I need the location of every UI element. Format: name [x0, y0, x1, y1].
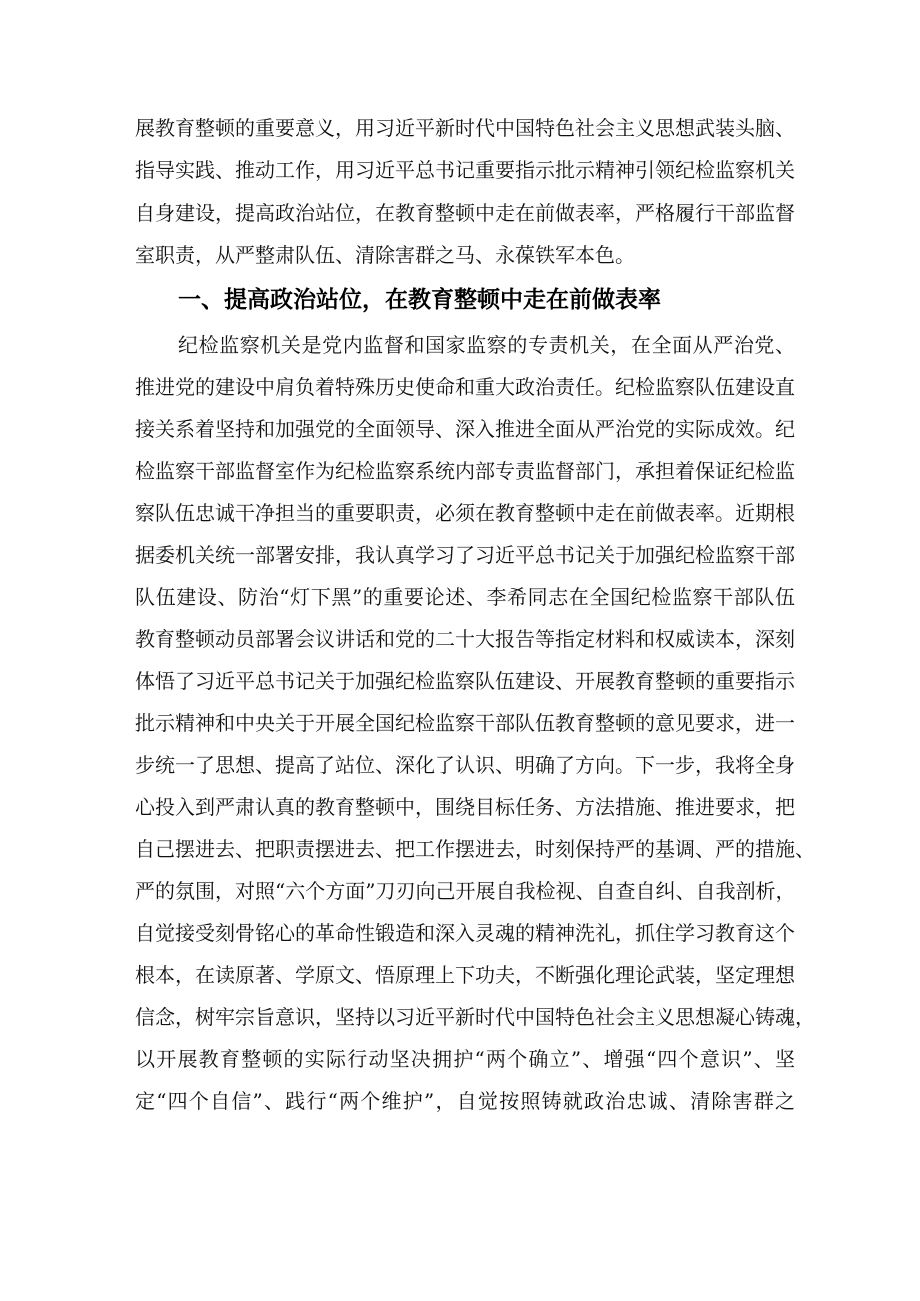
intro-line-4: 室职责，从严整肃队伍、清除害群之马、永葆铁军本色。	[135, 243, 635, 267]
body-line-19: 定“四个自信”、践行“两个维护”，自觉按照铸就政治忠诚、清除害群之	[135, 1089, 795, 1113]
body-line-6: 据委机关统一部署安排，我认真学习了习近平总书记关于加强纪检监察干部	[135, 543, 795, 567]
body-line-11: 步统一了思想、提高了站位、深化了认识、明确了方向。下一步，我将全身	[135, 753, 795, 777]
intro-line-1: 展教育整顿的重要意义，用习近平新时代中国特色社会主义思想武装头脑、	[135, 116, 795, 140]
body-line-16: 根本，在读原著、学原文、悟原理上下功夫，不断强化理论武装，坚定理想	[135, 963, 795, 987]
body-line-5: 察队伍忠诚干净担当的重要职责，必须在教育整顿中走在前做表率。近期根	[135, 501, 795, 525]
body-line-4: 检监察干部监督室作为纪检监察系统内部专责监督部门，承担着保证纪检监	[135, 459, 795, 483]
body-line-2: 推进党的建设中肩负着特殊历史使命和重大政治责任。纪检监察队伍建设直	[135, 375, 795, 399]
section-heading: 一、提高政治站位，在教育整顿中走在前做表率	[178, 287, 661, 313]
body-line-1: 纪检监察机关是党内监督和国家监察的专责机关，在全面从严治党、	[178, 333, 795, 357]
body-line-3: 接关系着坚持和加强党的全面领导、深入推进全面从严治党的实际成效。纪	[135, 417, 795, 441]
body-line-14: 严的氛围，对照“六个方面”刀刃向己开展自我检视、自查自纠、自我剖析，	[135, 879, 796, 903]
body-line-15: 自觉接受刻骨铭心的革命性锻造和深入灵魂的精神洗礼，抓住学习教育这个	[135, 921, 795, 945]
body-line-13: 自己摆进去、把职责摆进去、把工作摆进去，时刻保持严的基调、严的措施、	[135, 837, 815, 861]
intro-line-2: 指导实践、推动工作，用习近平总书记重要指示批示精神引领纪检监察机关	[135, 158, 795, 182]
body-line-8: 教育整顿动员部署会议讲话和党的二十大报告等指定材料和权威读本，深刻	[135, 627, 795, 651]
body-line-9: 体悟了习近平总书记关于加强纪检监察队伍建设、开展教育整顿的重要指示	[135, 669, 795, 693]
body-line-12: 心投入到严肃认真的教育整顿中，围绕目标任务、方法措施、推进要求，把	[135, 795, 795, 819]
body-line-18: 以开展教育整顿的实际行动坚决拥护“两个确立”、增强“四个意识”、坚	[135, 1047, 795, 1071]
body-line-17: 信念，树牢宗旨意识，坚持以习近平新时代中国特色社会主义思想凝心铸魂，	[135, 1005, 815, 1029]
body-line-7: 队伍建设、防治“灯下黑”的重要论述、李希同志在全国纪检监察干部队伍	[135, 585, 795, 609]
body-line-10: 批示精神和中央关于开展全国纪检监察干部队伍教育整顿的意见要求，进一	[135, 711, 795, 735]
intro-line-3: 自身建设，提高政治站位，在教育整顿中走在前做表率，严格履行干部监督	[135, 201, 795, 225]
